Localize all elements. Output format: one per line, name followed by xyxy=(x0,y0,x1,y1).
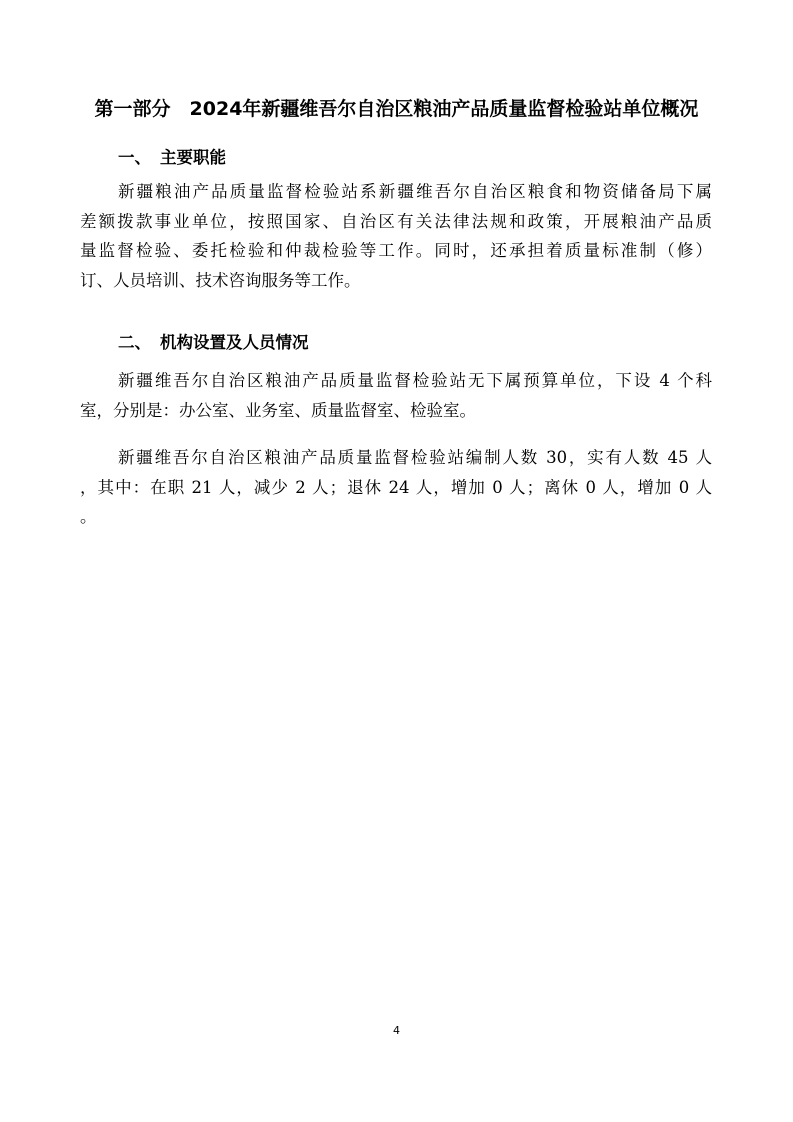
section-title: 机构设置及人员情况 xyxy=(160,333,309,352)
text-line: 新疆维吾尔自治区粮油产品质量监督检验站编制人数 30，实有人数 45 人 xyxy=(118,448,712,467)
text-line: 量监督检验、委托检验和仲裁检验等工作。同时，还承担着质量标准制（修） xyxy=(80,241,712,260)
text-line: 室，分别是：办公室、业务室、质量监督室、检验室。 xyxy=(80,400,476,420)
section-number: 一、 xyxy=(118,148,151,167)
page-title: 第一部分 2024年新疆维吾尔自治区粮油产品质量监督检验站单位概况 xyxy=(94,98,699,120)
text-line: 差额拨款事业单位，按照国家、自治区有关法律法规和政策，开展粮油产品质 xyxy=(80,211,712,231)
section-heading-organization-staff xyxy=(118,331,309,355)
section-heading-main-functions xyxy=(118,146,226,170)
text-line: 新疆维吾尔自治区粮油产品质量监督检验站无下属预算单位，下设 4 个科 xyxy=(118,371,712,390)
text-line: 订、人员培训、技术咨询服务等工作。 xyxy=(80,270,361,290)
paragraph-main-functions xyxy=(80,177,712,295)
section-title: 主要职能 xyxy=(160,148,226,167)
text-line: 新疆粮油产品质量监督检验站系新疆维吾尔自治区粮食和物资储备局下属 xyxy=(118,182,712,201)
text-line: ，其中：在职 21 人，减少 2 人；退休 24 人，增加 0 人；离休 0 人，增加 0 人 xyxy=(80,477,712,497)
section-number: 二、 xyxy=(118,333,151,352)
text-line: 。 xyxy=(80,507,97,526)
paragraph-organization xyxy=(80,366,712,425)
page-number: 4 xyxy=(393,1024,400,1037)
paragraph-staff xyxy=(80,443,712,532)
